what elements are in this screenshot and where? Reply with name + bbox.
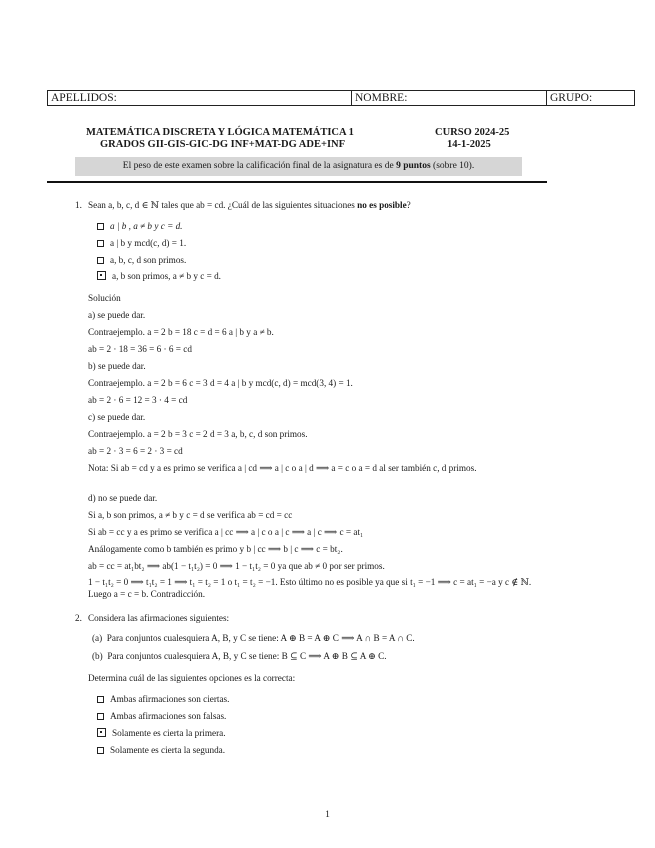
q1-option-b[interactable] [97, 237, 186, 249]
q1-solution-line: Contraejemplo. a = 2 b = 6 c = 3 d = 4 a | b y mcd(c, d) = mcd(3, 4) = 1. [88, 378, 353, 388]
page-number: 1 [325, 810, 330, 820]
q2-option-b-label: Ambas afirmaciones son falsas. [110, 711, 227, 721]
q1-solution-line: ab = cc = at₁bt₂ ⟹ ab(1 − t₁t₂) = 0 ⟹ 1 − t₁t₂ = 0 ya que ab ≠ 0 por ser primos. [88, 561, 385, 571]
q1-solution-line: ab = 2 · 18 = 36 = 6 · 6 = cd [88, 344, 192, 354]
q2-statement-b-label: (b) [92, 651, 103, 661]
q1-solution-line: b) se puede dar. [88, 361, 146, 371]
q1-number: 1. [75, 200, 82, 210]
apellidos-field[interactable]: APELLIDOS: [51, 92, 117, 104]
q1-solution-line: a) se puede dar. [88, 310, 146, 320]
checkbox-icon[interactable] [97, 713, 104, 720]
checked-checkbox-icon[interactable] [97, 728, 106, 737]
q1-option-b-label: a | b y mcd(c, d) = 1. [110, 238, 187, 248]
q1-solution-note: Nota: Si ab = cd y a es primo se verifica a | cd ⟹ a | c o a | d ⟹ a = c o a = d al ser también c, d primos. [88, 463, 477, 473]
exam-weight-points: 9 puntos [396, 161, 431, 171]
q1-solution-line: c) se puede dar. [88, 412, 146, 422]
q1-solution-heading: Solución [88, 293, 121, 303]
checkbox-icon[interactable] [97, 747, 104, 754]
q1-solution-line: d) no se puede dar. [88, 493, 158, 503]
q2-statement-a-text: Para conjuntos cualesquiera A, B, y C se tiene: A ⊕ B = A ⊕ C ⟹ A ∩ B = A ∩ C. [106, 633, 415, 643]
q2-option-a[interactable] [97, 693, 229, 705]
q1-option-c[interactable] [97, 254, 186, 266]
q2-statement-b-text: Para conjuntos cualesquiera A, B, y C se tiene: B ⊆ C ⟹ A ⊕ B ⊆ A ⊕ C. [107, 651, 387, 661]
q2-number: 2. [75, 613, 82, 623]
q2-option-a-label: Ambas afirmaciones son ciertas. [110, 694, 230, 704]
q2-option-c[interactable] [97, 727, 226, 739]
q2-question: Considera las afirmaciones siguientes: [88, 613, 230, 623]
q1-question [88, 199, 411, 211]
title-divider [47, 181, 547, 183]
q1-question-end: ? [406, 200, 411, 210]
q1-option-c-label: a, b, c, d son primos. [110, 255, 187, 265]
q1-solution-conclusion: 1 − t₁t₂ = 0 ⟹ t₁t₂ = 1 ⟹ t₁ = t₂ = 1 o t₁ = t₂ = −1. Esto último no es posible ya que si t₁ = −1 ⟹ c = at₁ = −a y c ∉ ℕ. Luego a = c = b. Contradicción. [88, 577, 532, 599]
q2-statement-b [92, 650, 387, 662]
checkbox-icon[interactable] [97, 257, 104, 264]
checkbox-icon[interactable] [97, 223, 104, 230]
checked-checkbox-icon[interactable] [97, 271, 106, 280]
q1-solution-line: Si ab = cc y a es primo se verifica a | cc ⟹ a | c o a | c ⟹ a | c ⟹ c = at₁ [88, 527, 364, 537]
exam-weight-suffix: (sobre 10). [430, 161, 475, 171]
q1-option-a-label: a | b , a ≠ b y c = d. [110, 221, 183, 231]
q1-option-a[interactable] [97, 220, 182, 232]
q1-question-text: Sean a, b, c, d ∈ ℕ tales que ab = cd. ¿Cuál de las siguientes situaciones [88, 200, 358, 210]
q1-solution-line: Análogamente como b también es primo y b | cc ⟹ b | c ⟹ c = bt₂. [88, 544, 343, 554]
q1-solution-line: Si a, b son primos, a ≠ b y c = d se verifica ab = cd = cc [88, 510, 293, 520]
exam-title-line2: GRADOS GII-GIS-GIC-DG INF+MAT-DG ADE+INF [100, 139, 346, 150]
exam-title-line1: MATEMÁTICA DISCRETA Y LÓGICA MATEMÁTICA 1 [86, 127, 354, 138]
nombre-field[interactable]: NOMBRE: [351, 91, 546, 105]
q2-option-c-label: Solamente es cierta la primera. [112, 728, 226, 738]
q1-option-d-label: a, b son primos, a ≠ b y c = d. [112, 271, 221, 281]
grupo-field[interactable]: GRUPO: [546, 91, 634, 105]
exam-date: 14-1-2025 [447, 139, 491, 150]
exam-weight-banner [75, 157, 522, 176]
q2-prompt: Determina cuál de las siguientes opciones es la correcta: [88, 673, 296, 683]
checkbox-icon[interactable] [97, 240, 104, 247]
q2-option-d-label: Solamente es cierta la segunda. [110, 745, 226, 755]
q2-option-d[interactable] [97, 744, 225, 756]
checkbox-icon[interactable] [97, 696, 104, 703]
q1-solution-line: Contraejemplo. a = 2 b = 3 c = 2 d = 3 a, b, c, d son primos. [88, 429, 308, 439]
q1-solution-line: Contraejemplo. a = 2 b = 18 c = d = 6 a | b y a ≠ b. [88, 327, 274, 337]
student-info-header [47, 90, 635, 106]
q2-statement-a-label: (a) [92, 633, 103, 643]
q2-statement-a [92, 632, 415, 644]
exam-weight-prefix: El peso de este examen sobre la calificación final de la asignatura es de [122, 161, 397, 171]
q1-question-bold: no es posible [357, 200, 407, 210]
q1-solution-line: ab = 2 · 6 = 12 = 3 · 4 = cd [88, 395, 188, 405]
q1-solution-line: ab = 2 · 3 = 6 = 2 · 3 = cd [88, 446, 183, 456]
course-year: CURSO 2024-25 [435, 127, 510, 138]
q2-option-b[interactable] [97, 710, 226, 722]
q1-option-d[interactable] [97, 270, 221, 282]
